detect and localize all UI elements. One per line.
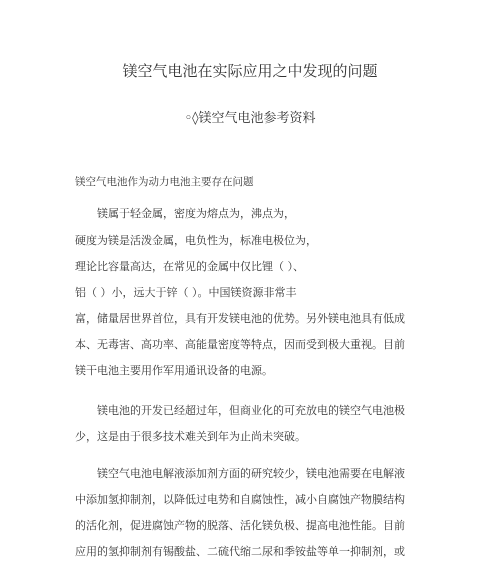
paragraph-3-line-2: 中添加氢抑制剂，以降低过电势和自腐蚀性，减小自腐蚀产物膜结构 xyxy=(75,493,405,506)
paragraph-1-line-5: 富，储量居世界首位，具有开发镁电池的优势。另外镁电池具有低成 xyxy=(75,312,405,325)
paragraph-1-line-4: 铝（ ）小，远大于锌（ ）。中国镁资源非常丰 xyxy=(75,286,297,299)
section-heading: 镁空气电池作为动力电池主要存在问题 xyxy=(75,176,254,188)
paragraph-2-line-2: 少，这是由于很多技术难关到年为止尚未突破。 xyxy=(75,430,306,443)
paragraph-1-line-7: 镁干电池主要用作军用通讯设备的电源。 xyxy=(75,364,273,377)
paragraph-3-line-4: 应用的氢抑制剂有锡酸盐、二硫代缩二尿和季铵盐等单一抑制剂，或 xyxy=(75,545,405,558)
paragraph-1-line-2: 硬度为镁是活泼金属，电负性为，标准电极位为， xyxy=(75,234,317,247)
paragraph-1-line-1: 镁属于轻金属，密度为熔点为，沸点为， xyxy=(97,207,295,220)
paragraph-3-line-3: 的活化剂，促进腐蚀产物的脱落、活化镁负极、提高电池性能。目前 xyxy=(75,519,405,532)
paragraph-2-line-1: 镁电池的开发已经超过年，但商业化的可充放电的镁空气电池极 xyxy=(97,404,405,417)
page-title: 镁空气电池在实际应用之中发现的问题 xyxy=(122,62,378,80)
paragraph-1-line-3: 理论比容量高达，在常见的金属中仅比锂（ ）、 xyxy=(75,260,304,273)
paragraph-3-line-1: 镁空气电池电解液添加剂方面的研究较少，镁电池需要在电解液 xyxy=(97,467,405,480)
paragraph-1-line-6: 本、无毒害、高功率、高能量密度等特点，因而受到极大重视。目前 xyxy=(75,338,405,351)
page-subtitle: ◦◊镁空气电池参考资料 xyxy=(184,111,316,126)
